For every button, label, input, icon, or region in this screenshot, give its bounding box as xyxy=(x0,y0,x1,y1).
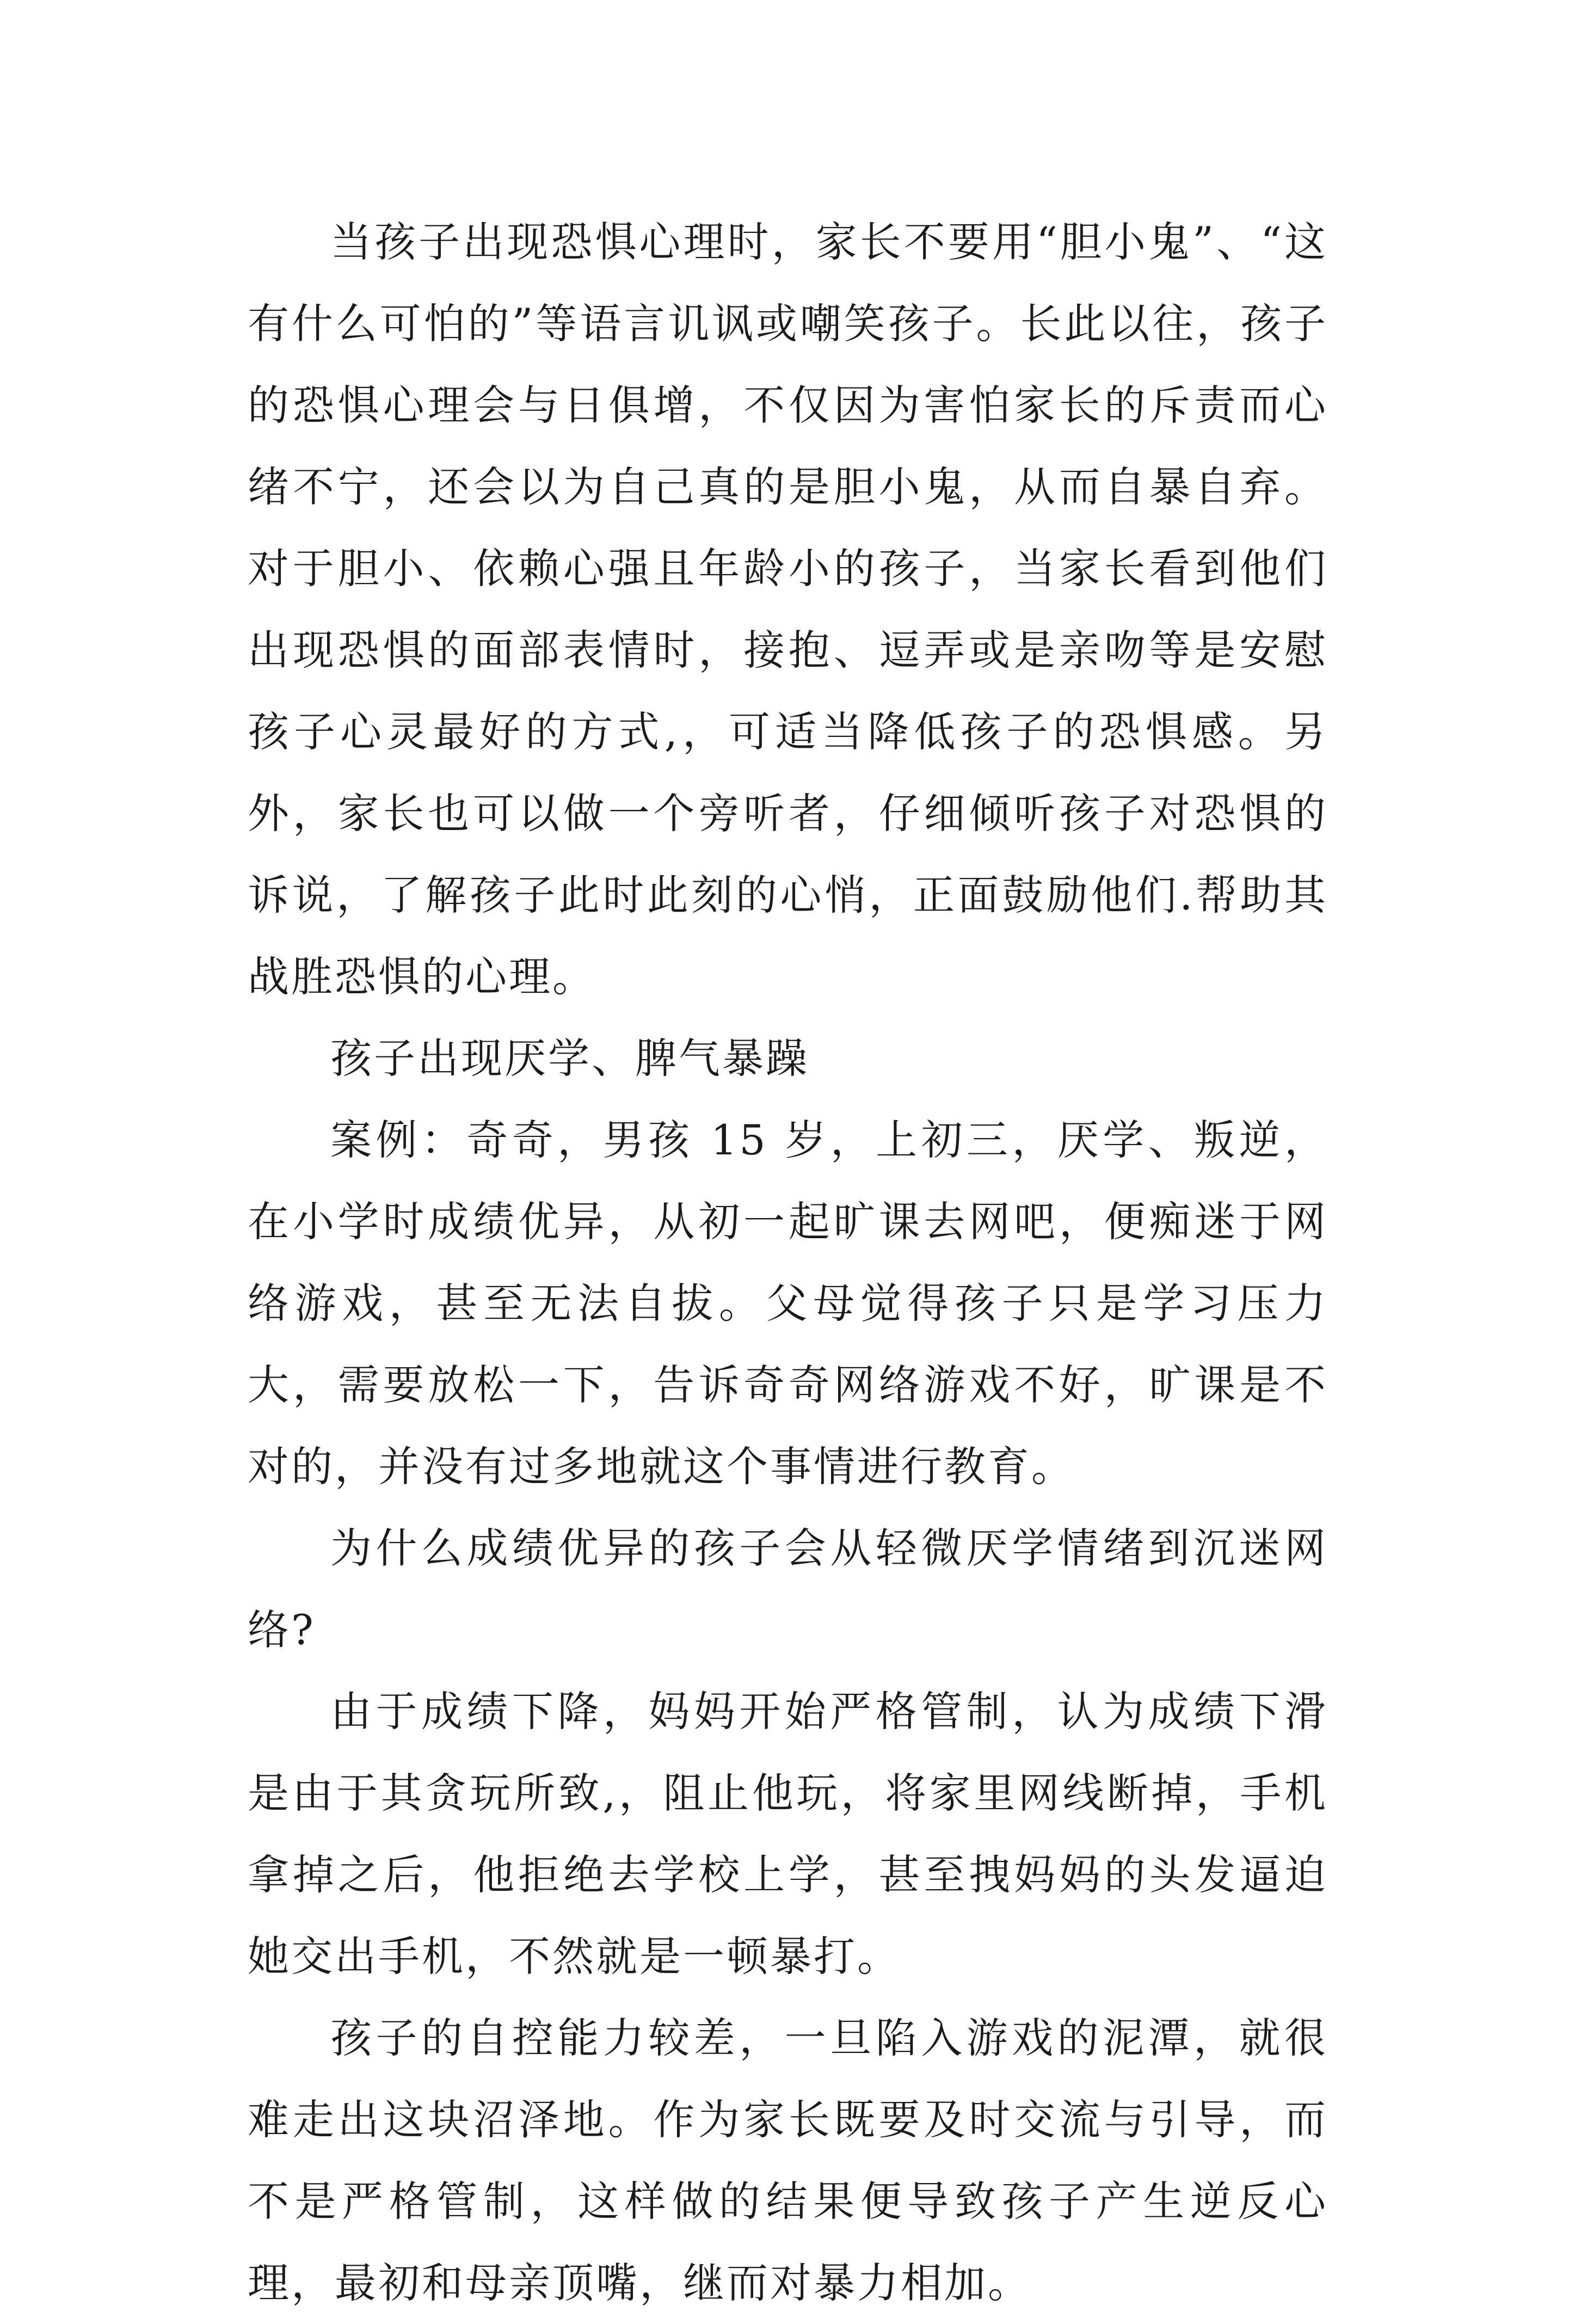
paragraph-question: 为什么成绩优异的孩子会从轻微厌学情绪到沉迷网络? xyxy=(248,1524,1328,1654)
paragraph-case: 案例：奇奇，男孩 15 岁，上初三，厌学、叛逆，在小学时成绩优异，从初一起旷课去网吧，便痴迷于网络游戏，甚至无法自拔。父母觉得孩子只是学习压力大，需要放松一下，告诉奇奇网络游戏不好，旷课是不对的，并没有过多地就这个事情进行教育。 xyxy=(248,1116,1328,1491)
paragraph-fear-advice: 当孩子出现恐惧心理时，家长不要用“胆小鬼”、“这有什么可怕的”等语言讥讽或嘲笑孩子。长此以往，孩子的恐惧心理会与日俱增，不仅因为害怕家长的斥责而心绪不宁，还会以为自己真的是胆小鬼，从而自暴自弃。对于胆小、依赖心强且年龄小的孩子，当家长看到他们出现恐惧的面部表情时，接抱、逗弄或是亲吻等是安慰孩子心灵最好的方式,，可适当降低孩子的恐惧感。另外，家长也可以做一个旁听者，仔细倾听孩子对恐惧的诉说，了解孩子此时此刻的心悄，正面鼓励他们.帮助其战胜恐惧的心理。 xyxy=(248,218,1328,1001)
paragraph-mother-control: 由于成绩下降，妈妈开始严格管制，认为成绩下滑是由于其贪玩所致,，阻止他玩，将家里网线断掉，手机拿掉之后，他拒绝去学校上学，甚至拽妈妈的头发逼迫她交出手机，不然就是一顿暴打。 xyxy=(248,1687,1328,1981)
section-heading: 孩子出现厌学、脾气暴躁 xyxy=(330,1034,809,1083)
document-body xyxy=(248,201,1328,2324)
paragraph-self-control: 孩子的自控能力较差，一旦陷入游戏的泥潭，就很难走出这块沼泽地。作为家长既要及时交流与引导，而不是严格管制，这样做的结果便导致孩子产生逆反心理，最初和母亲顶嘴，继而对暴力相加。 xyxy=(248,2014,1328,2307)
